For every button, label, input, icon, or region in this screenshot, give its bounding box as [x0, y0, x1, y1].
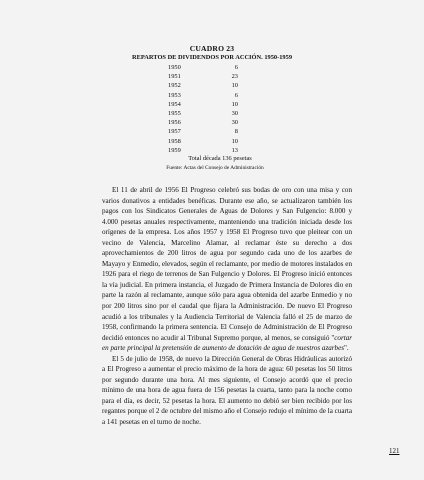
table-rows	[168, 63, 238, 155]
table-subtitle: REPARTOS DE DIVIDENDOS POR ACCIÓN. 1950-1959	[131, 54, 293, 61]
row-value: 30	[231, 109, 238, 117]
paragraph: El 5 de julio de 1958, de nuevo la Dirección General de Obras Hidráulicas autorizó a El Progreso a aumentar el precio máximo de la hora de agua: 60 pesetas los 50 litros por segundo durante una hora. Al mes siguiente, el Consejo acordó que el precio mínimo de una hora de agua fuera de 156 pesetas la cuarta, tanto para la noche como para el día, es decir, 52 pesetas la hora. El aumento no debió ser bien recibido por los regantes porque el 2 de octubre del mismo año el Consejo redujo el mínimo de la cuarta a 141 pesetas en el turno de noche.	[102, 354, 352, 427]
row-year: 1955	[168, 109, 181, 117]
table-row	[168, 72, 238, 81]
row-year: 1958	[168, 137, 181, 145]
table-row	[168, 109, 238, 118]
row-value: 23	[231, 73, 238, 81]
row-value: 6	[234, 64, 238, 71]
table-row	[168, 137, 238, 146]
dividend-table	[0, 44, 424, 171]
table-row	[168, 127, 238, 136]
table-row	[168, 91, 238, 100]
quoted-text: cortar en parte principal la pretensión de aumento de dotación de agua de nuestros azarbes	[102, 333, 352, 353]
paragraph-text: El 11 de abril de 1956 El Progreso celebró sus bodas de oro con una misa y con varios donativos a entidades benéficas. Durante ese año, se actualizaron también los pagos con los Sindicatos Generales de Aguas de Dolores y San Fulgencio: 8.000 y 4.000 pesetas anuales respectivamente, manteniendo una tradición iniciada desde los orígenes de la empresa. Los años 1957 y 1958 El Progreso tuvo que pleitear con un vecino de Valencia, Marcelino Alamar, al reclamar éste su derecho a dos aprovechamientos de 200 litros de agua por segundo cada uno de los azarbes de Mayayo y Enmedio, elevados, según el reclamante, por medio de motores instalados en 1926 para el riego de terrenos de San Fulgencio y Dolores. El Progreso inició entonces la vía judicial. En primera instancia, el Juzgado de Primera Instancia de Dolores dio en parte la razón al reclamante, aunque sólo para agua obtenida del azarbe Enmedio y no por 200 litros sino por el caudal que fijara la Administración. De nuevo El Progreso acudió a los tribunales y la Audiencia Territorial de Valencia falló el 25 de marzo de 1958, confirmando la primera sentencia. El Consejo de Administración de El Progreso decidió entonces no acudir al Tribunal Supremo porque, al menos, se consiguió "	[102, 186, 352, 342]
row-year: 1956	[168, 119, 181, 127]
row-value: 30	[231, 119, 238, 127]
table-row	[168, 118, 238, 127]
row-value: 10	[231, 137, 238, 145]
table-row	[168, 100, 238, 109]
row-year: 1957	[168, 128, 181, 136]
row-value: 10	[231, 100, 238, 108]
row-value: 6	[234, 91, 238, 99]
body-text	[102, 185, 352, 428]
page-number: 121	[389, 447, 400, 455]
row-value: 13	[231, 146, 238, 154]
table-source: Fuente: Actas del Consejo de Administración	[166, 165, 264, 171]
row-year: 1953	[168, 91, 181, 99]
table-row	[168, 81, 238, 90]
table-total: Total década 136 pesetas	[188, 155, 252, 162]
row-year: 1952	[168, 82, 181, 90]
table-row	[168, 63, 238, 72]
table-title: CUADRO 23	[189, 44, 235, 53]
row-year: 1954	[168, 100, 181, 108]
paragraph	[102, 185, 352, 354]
row-year: 1950	[168, 64, 181, 71]
row-value: 10	[231, 82, 238, 90]
row-value: 8	[234, 128, 238, 136]
row-year: 1959	[168, 146, 181, 154]
paragraph-text-end: ".	[344, 344, 349, 353]
table-row	[168, 146, 238, 155]
row-year: 1951	[168, 73, 181, 81]
